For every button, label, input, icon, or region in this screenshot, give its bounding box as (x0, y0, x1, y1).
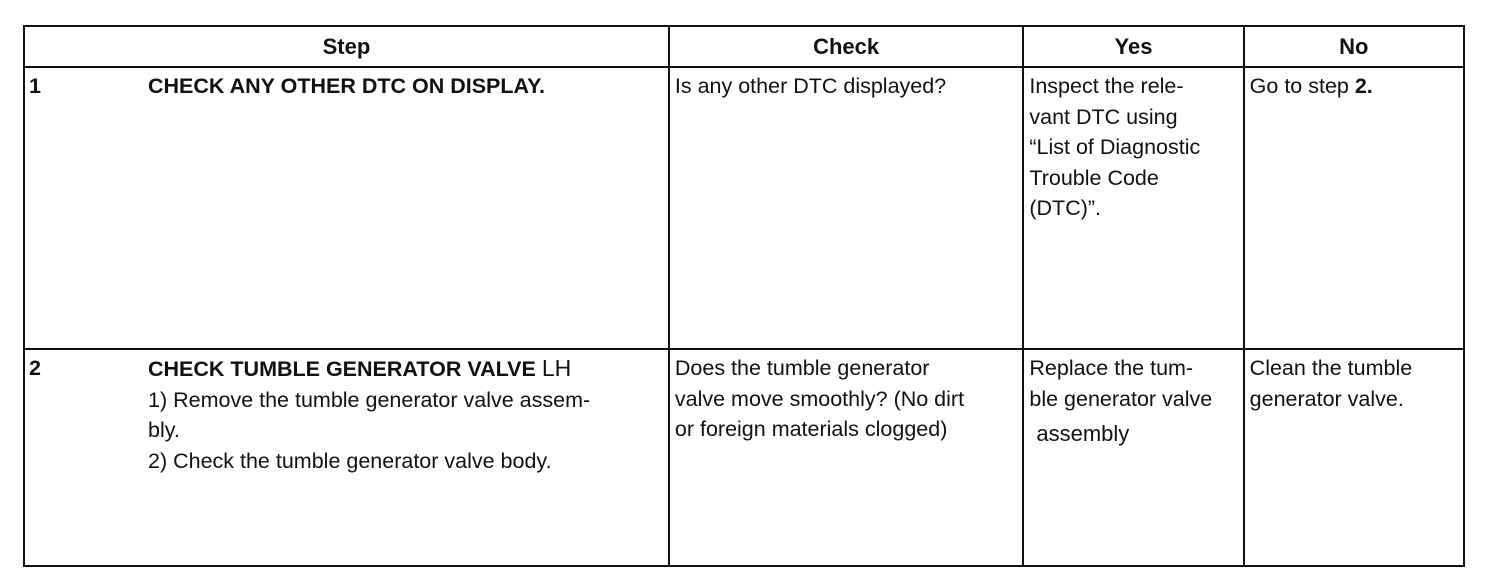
header-check: Check (669, 26, 1023, 67)
step-title: CHECK ANY OTHER DTC ON DISPLAY. (148, 74, 546, 98)
substep: 2) Check the tumble generator valve body. (148, 448, 552, 473)
yes-line: vant DTC using (1029, 104, 1178, 129)
check-cell (669, 349, 1023, 566)
no-text (1245, 68, 1463, 102)
no-line: generator valve. (1249, 386, 1404, 411)
yes-cell (1023, 67, 1243, 349)
diagnostic-table (23, 25, 1465, 567)
header-yes: Yes (1023, 26, 1243, 67)
yes-line: Trouble Code (1029, 165, 1159, 190)
no-cell (1244, 349, 1464, 566)
step-title (148, 357, 571, 381)
header-row (24, 26, 1464, 67)
step-title-suffix: LH (541, 355, 572, 381)
check-cell (669, 67, 1023, 349)
no-text (1245, 350, 1463, 414)
table-row (24, 67, 1464, 349)
no-prefix: Go to step (1249, 74, 1355, 98)
yes-line: Replace the tum- (1029, 356, 1194, 380)
substep: 1) Remove the tumble generator valve assem- (148, 387, 591, 412)
yes-cell (1023, 349, 1243, 566)
yes-line: ble generator valve (1029, 386, 1213, 411)
step-cell (24, 349, 669, 566)
header-no: No (1244, 26, 1464, 67)
yes-line: Inspect the rele- (1029, 74, 1184, 98)
step-number: 2 (29, 356, 41, 380)
check-line: Does the tumble generator (674, 356, 930, 380)
step-cell (24, 67, 669, 349)
table-row (24, 349, 1464, 566)
check-line: valve move smoothly? (No dirt (674, 386, 965, 411)
no-step-ref: 2. (1354, 74, 1373, 98)
step-title-text: CHECK TUMBLE GENERATOR VALVE (148, 357, 536, 381)
header-step: Step (24, 26, 669, 67)
check-text: Is any other DTC displayed? (674, 74, 947, 98)
step-content (148, 68, 668, 102)
no-line: Clean the tumble (1249, 356, 1413, 380)
yes-line: (DTC)”. (1029, 196, 1102, 220)
check-line: or foreign materials clogged) (674, 417, 948, 441)
check-text (670, 350, 1022, 445)
step-number: 1 (29, 74, 41, 98)
yes-line: assembly (1036, 421, 1130, 446)
step-content (148, 350, 668, 476)
yes-text (1024, 68, 1242, 224)
yes-text (1024, 350, 1242, 450)
yes-line: “List of Diagnostic (1029, 135, 1201, 159)
no-cell (1244, 67, 1464, 349)
substep: bly. (148, 418, 180, 442)
